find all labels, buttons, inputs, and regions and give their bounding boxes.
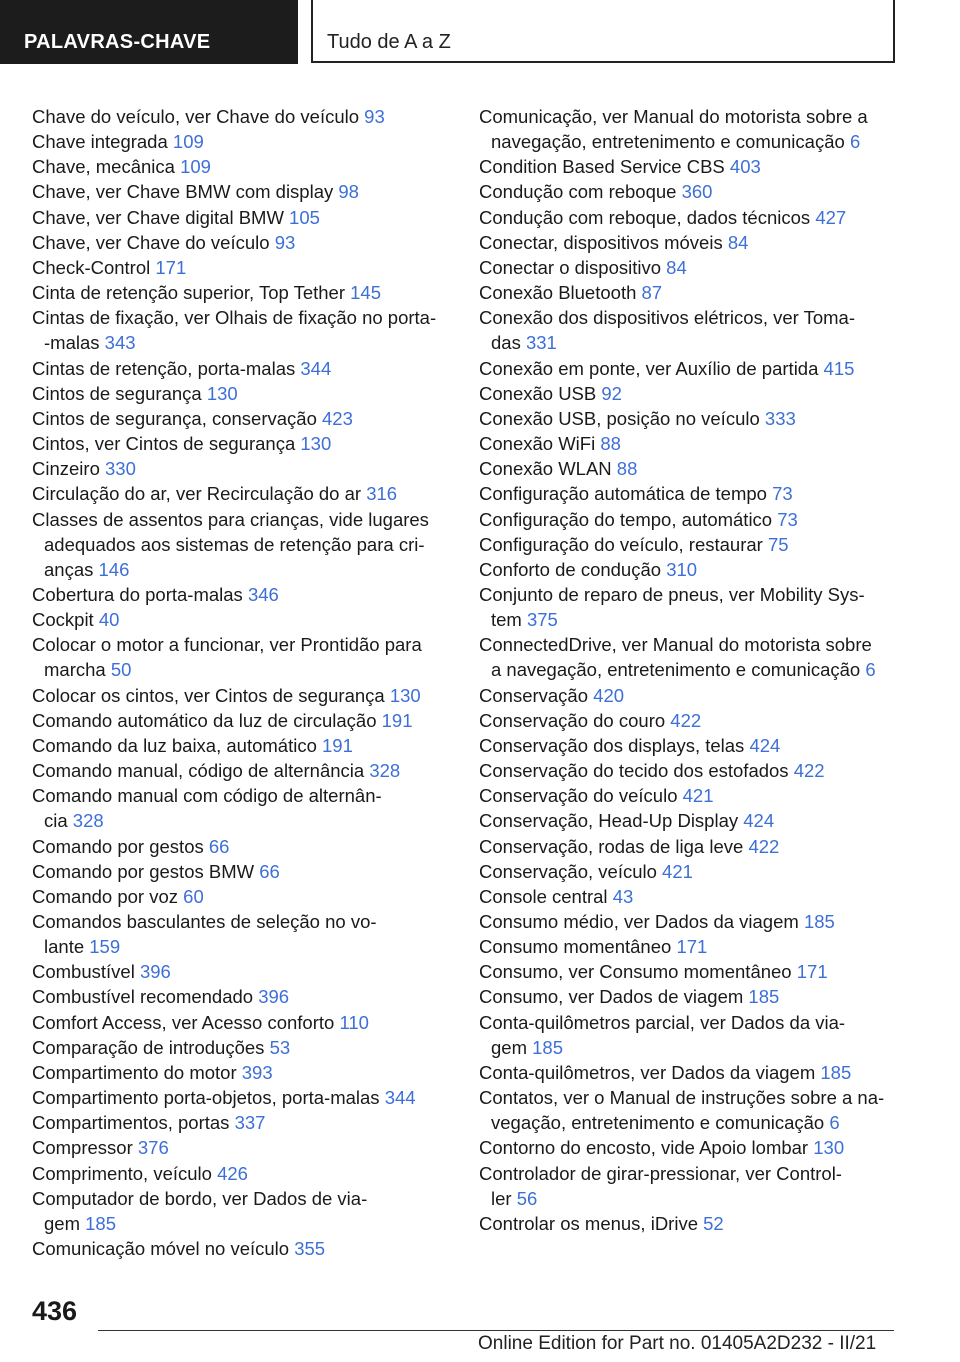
index-entry (479, 481, 919, 506)
footer-divider (98, 1330, 894, 1331)
index-entry (32, 859, 452, 884)
index-term: Conexão em ponte, ver Auxílio de partida (479, 357, 819, 379)
index-entry (479, 1010, 919, 1060)
index-entry (32, 356, 452, 381)
index-term: Comandos basculantes de seleção no vo- (32, 911, 377, 932)
index-term: Chave, mecânica (32, 156, 175, 178)
page-reference-link[interactable]: 396 (258, 986, 290, 1008)
page-reference-link[interactable]: 426 (217, 1162, 248, 1184)
index-entry (32, 305, 452, 355)
index-term: Conexão WiFi (479, 433, 596, 455)
index-entry (32, 481, 452, 506)
index-term: Conservação dos displays, telas (479, 734, 745, 756)
index-term: Conexão Bluetooth (479, 282, 637, 304)
page-reference-link[interactable]: 333 (764, 407, 796, 429)
page-reference-link[interactable]: 40 (98, 609, 120, 631)
index-term: Conservação, veículo (479, 860, 657, 882)
index-entry (479, 708, 919, 733)
page-reference-link[interactable]: 87 (641, 282, 663, 304)
index-term: Conservação, Head-Up Display (479, 810, 739, 832)
page-reference-link[interactable]: 422 (670, 709, 702, 731)
index-entry (32, 632, 452, 682)
index-column-right (479, 104, 919, 1236)
index-entry (32, 230, 452, 255)
index-term: Cinzeiro (32, 458, 100, 480)
index-term: gem (44, 1212, 80, 1234)
index-term: Comando automático da luz de circulação (32, 709, 377, 731)
index-term: Cintos de segurança (32, 382, 202, 404)
page-reference-link[interactable]: 92 (601, 382, 622, 404)
index-entry (479, 305, 919, 355)
page-reference-link[interactable]: 331 (525, 332, 557, 354)
index-entry (32, 1161, 452, 1186)
index-term: Chave integrada (32, 131, 168, 153)
page-reference-link[interactable]: 344 (384, 1087, 416, 1109)
index-entry (32, 431, 452, 456)
page-reference-link[interactable]: 337 (234, 1112, 266, 1134)
index-entry (479, 230, 919, 255)
index-term: Circulação do ar, ver Recirculação do ar (32, 483, 362, 505)
page-reference-link[interactable]: 146 (98, 558, 130, 580)
index-entry (32, 406, 452, 431)
index-term: Controlar os menus, iDrive (479, 1212, 698, 1234)
index-entry (32, 733, 452, 758)
index-term: Chave, ver Chave BMW com display (32, 181, 334, 203)
index-entry (479, 884, 919, 909)
index-entry (479, 632, 919, 682)
page-reference-link[interactable]: 105 (289, 206, 320, 228)
index-entry (32, 683, 452, 708)
page-reference-link[interactable]: 393 (241, 1061, 273, 1083)
index-entry (479, 582, 919, 632)
page-reference-link[interactable]: 185 (820, 1061, 852, 1083)
index-term: cia (44, 810, 68, 832)
index-term: Conexão WLAN (479, 458, 612, 480)
index-entry (479, 733, 919, 758)
index-entry (32, 1135, 452, 1160)
page-reference-link[interactable]: 343 (104, 332, 136, 354)
index-term: Conservação do couro (479, 709, 666, 731)
index-term: Consumo, ver Consumo momentâneo (479, 961, 792, 983)
index-entry (479, 808, 919, 833)
index-term: Conectar o dispositivo (479, 256, 662, 278)
index-entry (32, 255, 452, 280)
page-reference-link[interactable]: 98 (338, 181, 359, 203)
page-reference-link[interactable]: 73 (772, 483, 793, 505)
page-reference-link[interactable]: 130 (389, 684, 421, 706)
index-entry (479, 356, 919, 381)
index-entry (479, 431, 919, 456)
page-reference-link[interactable]: 422 (793, 760, 825, 782)
index-entry (32, 834, 452, 859)
page-reference-link[interactable]: 171 (676, 936, 708, 958)
index-term: Comando da luz baixa, automático (32, 734, 317, 756)
index-term: Comparação de introduções (32, 1036, 265, 1058)
index-entry (479, 934, 919, 959)
index-term: Conservação do veículo (479, 785, 678, 807)
index-entry (32, 1060, 452, 1085)
index-term: vegação, entretenimento e comunicação (491, 1112, 825, 1134)
index-term: Comando manual com código de alternân- (32, 785, 382, 807)
index-entry (32, 984, 452, 1009)
index-term: Controlador de girar-pressionar, ver Control- (479, 1162, 842, 1184)
page-reference-link[interactable]: 376 (137, 1137, 169, 1159)
index-term: Configuração do veículo, restaurar (479, 533, 763, 555)
page-reference-link[interactable]: 191 (381, 709, 413, 731)
index-entry (479, 255, 919, 280)
index-entry (479, 859, 919, 884)
index-term: gem (491, 1036, 527, 1058)
page-reference-link[interactable]: 130 (813, 1137, 845, 1159)
page-reference-link[interactable]: 420 (593, 684, 625, 706)
page-reference-link[interactable]: 424 (743, 810, 775, 832)
index-term: Comprimento, veículo (32, 1162, 212, 1184)
index-entry (479, 1085, 919, 1135)
index-term: Comunicação móvel no veículo (32, 1238, 290, 1260)
index-term: Combustível (32, 961, 135, 983)
page-reference-link[interactable]: 110 (339, 1011, 369, 1033)
index-entry (32, 607, 452, 632)
page-reference-link[interactable]: 93 (274, 231, 296, 253)
index-term: Contatos, ver o Manual de instruções sobre a na- (479, 1087, 885, 1109)
page-reference-link[interactable]: 375 (526, 609, 558, 631)
page-reference-link[interactable]: 50 (110, 659, 132, 681)
index-term: Cintas de retenção, porta-malas (32, 357, 296, 379)
page-reference-link[interactable]: 344 (300, 357, 332, 379)
page-reference-link[interactable]: 421 (682, 785, 714, 807)
index-term: Cinta de retenção superior, Top Tether (32, 282, 345, 304)
index-term: Conjunto de reparo de pneus, ver Mobility Sys- (479, 583, 865, 605)
index-entry (479, 1161, 919, 1211)
index-entry (479, 456, 919, 481)
page-reference-link[interactable]: 422 (748, 835, 780, 857)
index-entry (479, 557, 919, 582)
index-term: Condução com reboque, dados técnicos (479, 206, 811, 228)
index-term: -malas (44, 332, 100, 354)
index-term: Cintas de fixação, ver Olhais de fixação no porta- (32, 307, 437, 329)
page-reference-link[interactable]: 109 (180, 156, 211, 178)
index-entry (479, 1135, 919, 1160)
section-tab: PALAVRAS-CHAVE (0, 0, 298, 64)
page-reference-link[interactable]: 43 (612, 885, 634, 907)
index-entry (32, 456, 452, 481)
index-entry (479, 683, 919, 708)
page-reference-link[interactable]: 88 (600, 433, 621, 455)
page-reference-link[interactable]: 159 (89, 936, 121, 958)
page-reference-link[interactable]: 73 (777, 508, 798, 530)
page-reference-link[interactable]: 130 (206, 382, 238, 404)
page-reference-link[interactable]: 424 (749, 734, 781, 756)
page-reference-link[interactable]: 130 (300, 433, 332, 455)
index-entry (479, 280, 919, 305)
index-term: Chave, ver Chave digital BMW (32, 206, 284, 228)
page-reference-link[interactable]: 191 (322, 734, 353, 756)
index-term: Computador de bordo, ver Dados de via- (32, 1187, 368, 1209)
page-reference-link[interactable]: 427 (815, 206, 847, 228)
index-term: Console central (479, 885, 608, 907)
index-term: Chave, ver Chave do veículo (32, 231, 270, 253)
index-entry (32, 708, 452, 733)
index-term: Configuração do tempo, automático (479, 508, 773, 530)
index-entry (479, 758, 919, 783)
index-entry (32, 1010, 452, 1035)
index-entry (479, 959, 919, 984)
index-term: Comfort Access, ver Acesso conforto (32, 1011, 335, 1033)
index-entry (32, 381, 452, 406)
index-term: Compartimento porta-objetos, porta-malas (32, 1087, 380, 1109)
index-term: Compartimentos, portas (32, 1112, 230, 1134)
index-entry (479, 406, 919, 431)
page-reference-link[interactable]: 6 (849, 131, 861, 153)
index-term: das (491, 332, 521, 354)
index-term: Cobertura do porta-malas (32, 583, 243, 605)
index-entry (479, 205, 919, 230)
edition-footer: Online Edition for Part no. 01405A2D232 - II/21 (478, 1333, 877, 1354)
index-term: Conta-quilômetros parcial, ver Dados da via- (479, 1011, 846, 1033)
index-entry (32, 582, 452, 607)
index-entry (479, 381, 919, 406)
index-term: Contorno do encosto, vide Apoio lombar (479, 1137, 809, 1159)
page-reference-link[interactable]: 355 (294, 1238, 326, 1260)
index-term: Conforto de condução (479, 558, 662, 580)
page-reference-link[interactable]: 52 (703, 1212, 724, 1234)
index-term: Cintos de segurança, conservação (32, 407, 317, 429)
index-term: marcha (44, 659, 106, 681)
index-entry (32, 104, 452, 129)
index-term: Compressor (32, 1137, 133, 1159)
index-entry (479, 834, 919, 859)
index-term: Chave do veículo, ver Chave do veículo (32, 106, 360, 127)
index-entry (479, 1060, 919, 1085)
index-term: navegação, entretenimento e comunicação (491, 131, 845, 153)
index-entry (32, 154, 452, 179)
index-entry (479, 1211, 919, 1236)
index-term: Compartimento do motor (32, 1061, 237, 1083)
page-reference-link[interactable]: 60 (183, 885, 204, 907)
page-reference-link[interactable]: 185 (748, 986, 780, 1008)
index-term: Conexão USB, posição no veículo (479, 407, 760, 429)
index-entry (479, 783, 919, 808)
index-entry (479, 507, 919, 532)
index-term: Colocar os cintos, ver Cintos de segurança (32, 684, 385, 706)
index-term: Consumo médio, ver Dados da viagem (479, 911, 799, 932)
index-term: Cintos, ver Cintos de segurança (32, 433, 296, 455)
index-term: ConnectedDrive, ver Manual do motorista sobre (479, 634, 872, 656)
page-reference-link[interactable]: 171 (155, 256, 187, 278)
index-term: lante (44, 936, 85, 958)
page-reference-link[interactable]: 185 (532, 1036, 564, 1058)
index-term: Conservação (479, 684, 589, 706)
index-term: Classes de assentos para crianças, vide lugares (32, 508, 429, 530)
page-reference-link[interactable]: 84 (727, 231, 749, 253)
index-entry (32, 1110, 452, 1135)
index-entry (32, 507, 452, 582)
index-entry (479, 179, 919, 204)
page-reference-link[interactable]: 93 (364, 106, 385, 127)
page-reference-link[interactable]: 185 (85, 1212, 117, 1234)
index-entry (32, 909, 452, 959)
index-term: tem (491, 609, 522, 631)
index-entry (32, 280, 452, 305)
index-entry (479, 984, 919, 1009)
page-reference-link[interactable]: 421 (662, 860, 693, 882)
index-column-left (32, 104, 452, 1261)
index-term: anças (44, 558, 94, 580)
index-term: Consumo momentâneo (479, 936, 672, 958)
index-term: Conservação do tecido dos estofados (479, 760, 789, 782)
page-reference-link[interactable]: 415 (823, 357, 855, 379)
index-entry (32, 1085, 452, 1110)
page-reference-link[interactable]: 346 (247, 583, 279, 605)
index-term: a navegação, entretenimento e comunicação (491, 659, 861, 681)
index-term: Conectar, dispositivos móveis (479, 231, 723, 253)
index-term: Consumo, ver Dados de viagem (479, 986, 744, 1008)
index-term: Conservação, rodas de liga leve (479, 835, 744, 857)
page-reference-link[interactable]: 185 (803, 911, 835, 932)
index-term: Configuração automática de tempo (479, 483, 767, 505)
page-reference-link[interactable]: 6 (829, 1112, 840, 1134)
page-reference-link[interactable]: 423 (322, 407, 353, 429)
index-term: Check-Control (32, 256, 151, 278)
page-reference-link[interactable]: 316 (366, 483, 398, 505)
index-entry (32, 758, 452, 783)
index-term: Comunicação, ver Manual do motorista sobre a (479, 106, 868, 127)
index-entry (479, 532, 919, 557)
index-entry (32, 884, 452, 909)
index-term: Comando por voz (32, 885, 179, 907)
page-reference-link[interactable]: 145 (350, 282, 382, 304)
page-reference-link[interactable]: 328 (72, 810, 104, 832)
index-entry (32, 959, 452, 984)
page-reference-link[interactable]: 56 (516, 1187, 538, 1209)
page-reference-link[interactable]: 88 (616, 458, 638, 480)
page-reference-link[interactable]: 6 (865, 659, 876, 681)
index-entry (32, 205, 452, 230)
page-reference-link[interactable]: 310 (666, 558, 698, 580)
index-term: Comando por gestos BMW (32, 860, 255, 882)
index-term: Condition Based Service CBS (479, 156, 725, 178)
index-term: Conexão dos dispositivos elétricos, ver Toma- (479, 307, 855, 329)
index-term: Combustível recomendado (32, 986, 254, 1008)
index-term: Colocar o motor a funcionar, ver Prontidão para (32, 634, 422, 656)
index-term: Conexão USB (479, 382, 597, 404)
page-number: 436 (32, 1296, 78, 1326)
index-term: ler (491, 1187, 512, 1209)
index-term: Comando por gestos (32, 835, 204, 857)
page-reference-link[interactable]: 330 (105, 458, 136, 480)
page-reference-link[interactable]: 171 (796, 961, 828, 983)
index-term: Conta-quilômetros, ver Dados da viagem (479, 1061, 816, 1083)
page-reference-link[interactable]: 75 (767, 533, 789, 555)
page-reference-link[interactable]: 66 (208, 835, 230, 857)
index-entry (479, 104, 919, 154)
page-reference-link[interactable]: 360 (681, 181, 713, 203)
index-term: Comando manual, código de alternância (32, 760, 365, 782)
page-reference-link[interactable]: 109 (172, 131, 204, 153)
index-entry (479, 909, 919, 934)
index-term: Condução com reboque (479, 181, 677, 203)
index-entry (479, 154, 919, 179)
page-header (0, 0, 960, 66)
index-term: adequados aos sistemas de retenção para cri- (44, 533, 425, 555)
page-reference-link[interactable]: 328 (369, 760, 401, 782)
index-entry (32, 1035, 452, 1060)
page-reference-link[interactable]: 53 (269, 1036, 291, 1058)
page-reference-link[interactable]: 403 (729, 156, 761, 178)
index-entry (32, 1236, 452, 1261)
index-entry (32, 179, 452, 204)
chapter-title: Tudo de A a Z (311, 0, 895, 63)
page-reference-link[interactable]: 396 (139, 961, 171, 983)
index-entry (32, 129, 452, 154)
index-term: Cockpit (32, 609, 94, 631)
index-entry (32, 1186, 452, 1236)
index-entry (32, 783, 452, 833)
page-reference-link[interactable]: 66 (259, 860, 280, 882)
page-reference-link[interactable]: 84 (666, 256, 687, 278)
